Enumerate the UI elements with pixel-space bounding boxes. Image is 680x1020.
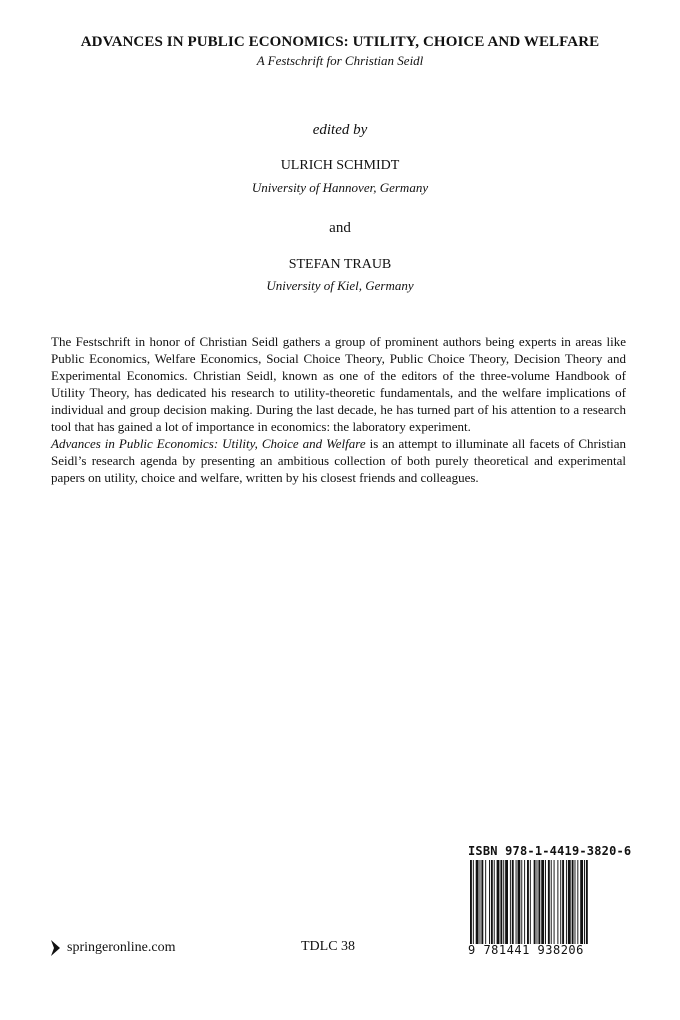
editor-2-name: STEFAN TRAUB xyxy=(288,257,392,272)
blurb-paragraph-2-text: is an attempt to illuminate all facets of Christian Seidl’s research agenda by presenting an ambitious collection of both purely theoretical and experimental papers on utility, choice and welfare, written by his closest friends and colleagues. xyxy=(51,436,626,485)
blurb-paragraph-2 xyxy=(51,435,626,486)
series-code: TDLC 38 xyxy=(301,939,356,954)
barcode-bar xyxy=(473,860,474,944)
edited-by-label: edited by xyxy=(312,122,368,138)
barcode-bar xyxy=(584,860,585,944)
barcode-bar xyxy=(497,860,500,944)
editor-1-affiliation: University of Hannover, Germany xyxy=(251,180,429,195)
barcode-bar xyxy=(548,860,550,944)
barcode-bar xyxy=(480,860,481,944)
barcode-bar xyxy=(568,860,571,944)
barcode-bar xyxy=(510,860,511,944)
barcode-bar xyxy=(580,860,583,944)
book-title: ADVANCES IN PUBLIC ECONOMICS: UTILITY, CHOICE AND WELFARE xyxy=(80,34,600,50)
barcode-bar xyxy=(470,860,472,944)
editor-2-affiliation: University of Kiel, Germany xyxy=(266,278,414,293)
barcode-bar xyxy=(538,860,540,944)
barcode-bar xyxy=(560,860,561,944)
barcode-bar xyxy=(577,860,578,944)
barcode-bar xyxy=(586,860,588,944)
barcode-bar xyxy=(545,860,546,944)
isbn-label: ISBN 978-1-4419-3820-6 xyxy=(468,844,632,858)
barcode-bar xyxy=(534,860,536,944)
editors-conjunction: and xyxy=(329,220,351,236)
description-blurb xyxy=(51,333,626,486)
barcode-bar xyxy=(476,860,479,944)
barcode-image xyxy=(468,860,624,944)
barcode-bar xyxy=(485,860,486,944)
barcode-bar xyxy=(541,860,544,944)
barcode-digits: 9 781441 938206 xyxy=(468,943,584,957)
barcode-bar xyxy=(562,860,564,944)
barcode-bar xyxy=(530,860,531,944)
barcode-bar xyxy=(527,860,529,944)
blurb-book-title-italic: Advances in Public Economics: Utility, Choice and Welfare xyxy=(51,436,366,451)
book-subtitle: A Festschrift for Christian Seidl xyxy=(256,53,424,68)
barcode-bar xyxy=(521,860,522,944)
barcode-bar xyxy=(503,860,504,944)
barcode-bar xyxy=(575,860,576,944)
barcode-bar xyxy=(524,860,525,944)
barcode-bar xyxy=(491,860,493,944)
barcode-bar xyxy=(481,860,483,944)
barcode-bar xyxy=(557,860,558,944)
isbn-barcode-block xyxy=(468,844,630,957)
editor-1-name: ULRICH SCHMIDT xyxy=(280,158,400,173)
barcode-bar xyxy=(537,860,538,944)
barcode-bar xyxy=(572,860,574,944)
barcode-bar xyxy=(554,860,555,944)
blurb-paragraph-1: The Festschrift in honor of Christian Seidl gathers a group of prominent authors being experts in areas like Public Economics, Welfare Economics, Social Choice Theory, Public Choice Theory, Decision Theory and Experimental Economics. Christian Seidl, known as one of the editors of the three-volume Handbook of Utility Theory, has dedicated his research to utility-theoretic fundamentals, and the welfare implications of individual and group decision making. During the last decade, he has turned part of his attention to a research tool that has gained a lot of importance in economics: the laboratory experiment. xyxy=(51,334,626,434)
publisher-website[interactable] xyxy=(50,939,175,957)
barcode-bar xyxy=(494,860,495,944)
barcode-bar xyxy=(489,860,490,944)
website-link-text[interactable]: springeronline.com xyxy=(67,940,176,955)
barcode-bar xyxy=(566,860,567,944)
chevron-right-icon xyxy=(50,939,62,957)
barcode-bar xyxy=(505,860,508,944)
barcode-bar xyxy=(518,860,521,944)
barcode-bar xyxy=(516,860,517,944)
barcode-bar xyxy=(500,860,502,944)
barcode-bar xyxy=(551,860,552,944)
barcode-bar xyxy=(512,860,514,944)
